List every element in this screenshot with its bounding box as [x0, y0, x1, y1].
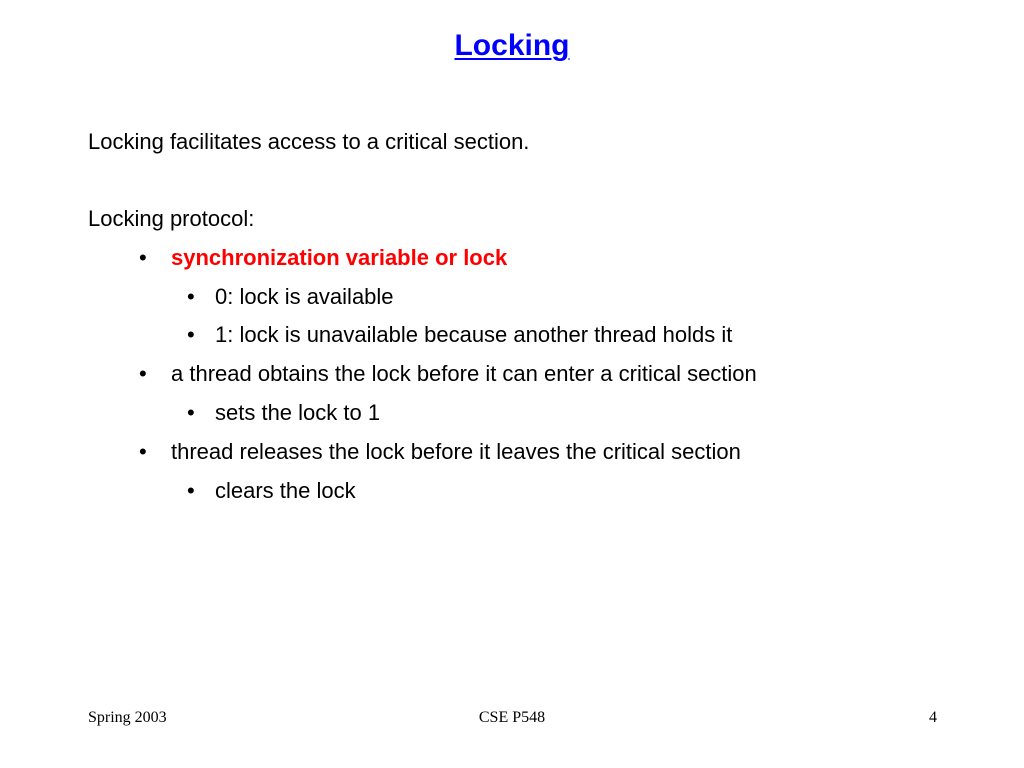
- slide-title: Locking: [454, 29, 570, 62]
- sub-bullet-text: clears the lock: [215, 478, 356, 503]
- bullet-icon: •: [187, 478, 195, 503]
- sub-bullet-text: 0: lock is available: [215, 284, 394, 309]
- footer-page-number: 4: [929, 709, 937, 726]
- footer-course: CSE P548: [478, 709, 546, 726]
- bullet-icon: •: [187, 322, 195, 347]
- sub-bullet-text: 1: lock is unavailable because another thread holds it: [215, 322, 733, 347]
- bullet-text: a thread obtains the lock before it can enter a critical section: [171, 361, 757, 386]
- protocol-heading: Locking protocol:: [88, 206, 255, 231]
- bullet-icon: •: [187, 284, 195, 309]
- bullet-icon: •: [139, 439, 147, 464]
- bullet-text-highlighted: synchronization variable or lock: [171, 245, 508, 270]
- bullet-icon: •: [187, 400, 195, 425]
- footer-term: Spring 2003: [88, 709, 167, 726]
- sub-bullet-text: sets the lock to 1: [215, 400, 381, 425]
- bullet-icon: •: [139, 245, 147, 270]
- bullet-text: thread releases the lock before it leaves the critical section: [171, 439, 741, 464]
- intro-text: Locking facilitates access to a critical section.: [88, 129, 530, 154]
- bullet-icon: •: [139, 361, 147, 386]
